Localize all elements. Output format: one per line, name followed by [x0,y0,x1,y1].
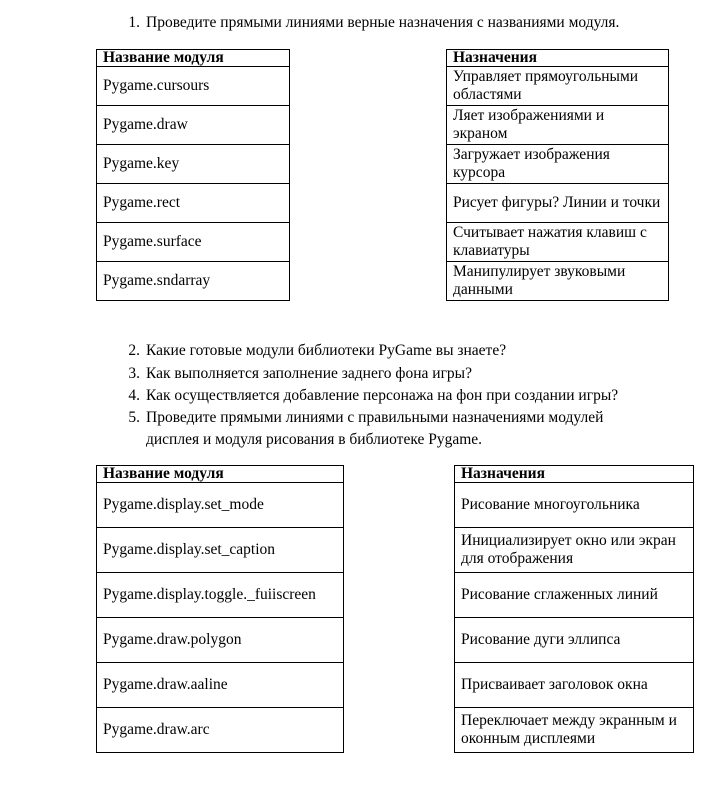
table-header: Название модуля [97,50,290,67]
purpose-cell: Рисование дуги эллипса [455,618,694,663]
module-cell: Pygame.sndarray [97,262,290,301]
purpose-cell: Рисует фигуры? Линии и точки [447,184,669,223]
table-header: Назначения [447,50,669,67]
module-cell: Pygame.rect [97,184,290,223]
module-cell: Pygame.display.set_mode [97,483,344,528]
table1-modules [96,49,290,301]
question-text: Проведите прямыми линиями верные назначения с названиями модуля. [146,14,620,31]
question-text: Какие готовые модули библиотеки PyGame вы знаете? [146,342,507,359]
module-cell: Pygame.surface [97,223,290,262]
purpose-cell: Ляет изображениями и экраном [447,106,669,145]
purpose-cell: Манипулирует звуковыми данными [447,262,669,301]
module-cell: Pygame.draw [97,106,290,145]
question-5 [118,408,603,452]
purpose-cell: Рисование сглаженных линий [455,573,694,618]
module-cell: Pygame.key [97,145,290,184]
module-cell: Pygame.cursours [97,67,290,106]
question-2 [118,341,506,361]
question-number: 2. [128,342,140,359]
module-cell: Pygame.display.set_caption [97,528,344,573]
module-cell: Pygame.draw.arc [97,708,344,753]
table2-modules [96,465,344,753]
question-4 [118,386,618,406]
question-1 [118,13,619,33]
purpose-cell: Загружает изображения курсора [447,145,669,184]
question-number: 3. [128,365,140,382]
question-3 [118,364,472,384]
question-text: Проведите прямыми линиями с правильными назначениями модулей [146,409,604,426]
question-number: 1. [128,14,140,31]
question-text: Как осуществляется добавление персонажа на фон при создании игры? [146,387,619,404]
purpose-cell: Присваивает заголовок окна [455,663,694,708]
purpose-cell: Управляет прямоугольными областями [447,67,669,106]
purpose-cell: Рисование многоугольника [455,483,694,528]
question-text: Как выполняется заполнение заднего фона игры? [146,365,472,382]
module-cell: Pygame.draw.polygon [97,618,344,663]
module-cell: Pygame.draw.aaline [97,663,344,708]
table-header: Назначения [455,466,694,483]
question-number: 4. [128,387,140,404]
table-header: Название модуля [97,466,344,483]
purpose-cell: Инициализирует окно или экран для отображения [455,528,694,573]
table2-purposes [454,465,694,753]
table1-purposes [446,49,669,301]
purpose-cell: Переключает между экранным и оконным дисплеями [455,708,694,753]
module-cell: Pygame.display.toggle._fuiiscreen [97,573,344,618]
purpose-cell: Считывает нажатия клавиш с клавиатуры [447,223,669,262]
question-text-continued: дисплея и модуля рисования в библиотеке Pygame. [146,431,483,448]
question-number: 5. [128,409,140,426]
